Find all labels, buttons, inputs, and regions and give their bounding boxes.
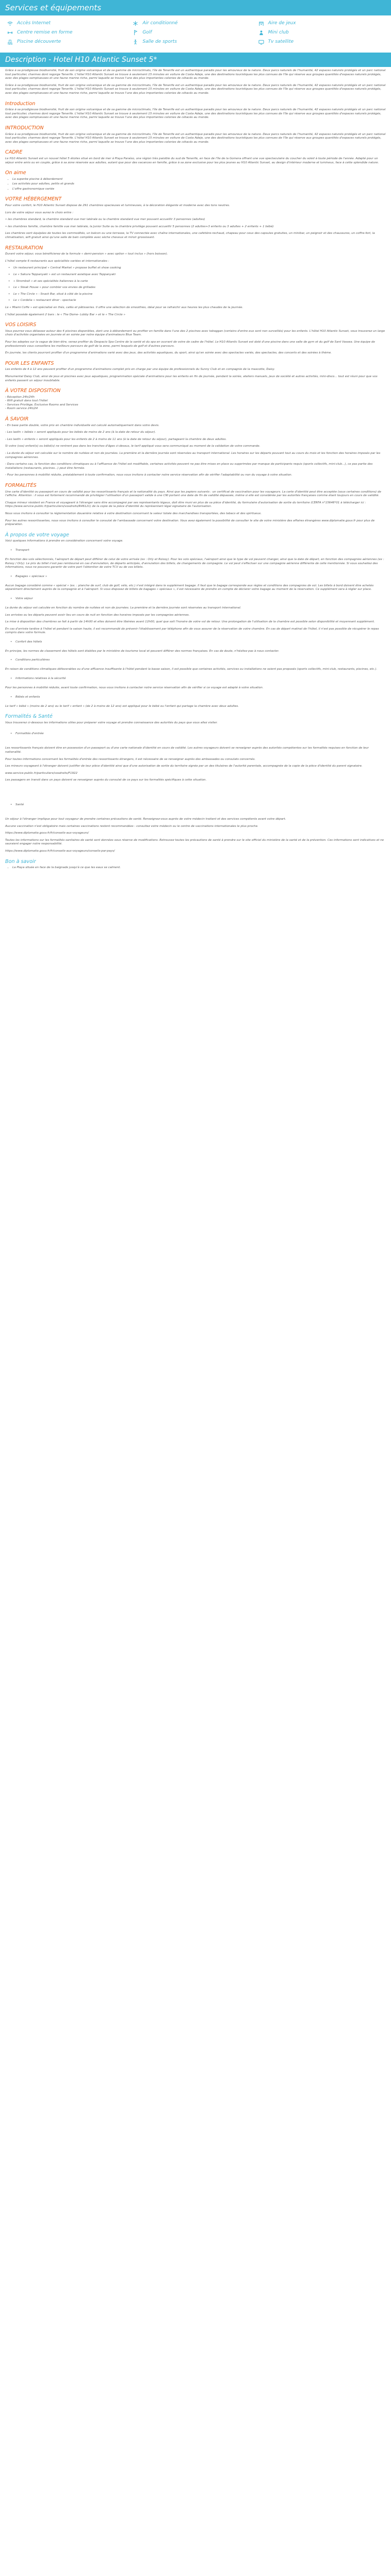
apropos-lead: Voici quelques informations à prendre en considération concernant votre voyage.: [5, 539, 123, 543]
sante-list: [10, 803, 386, 807]
savoir-paragraph: Si votre (vos) enfant(s) ou bébé(s) ne rentrent pas dans les tranches d'âges ci-dessus, le tarif appliqué vous sera communiqué au moment de la validation de votre commande.: [5, 445, 260, 448]
apropos-item: [10, 549, 386, 553]
apropos-item-title: • Transport: [10, 549, 386, 553]
list-item: • L'offre gastronomique variée: [12, 188, 386, 192]
list-item: • La Playa située en face de la baignade jusqu'à ce que les eaux se calment.: [12, 866, 386, 870]
fitness-icon: [7, 30, 13, 36]
heading-disposition: À VOTRE DISPOSITION: [5, 388, 61, 394]
amenity-item: [133, 29, 258, 36]
disposition-line: - Réception 24h/24h: [5, 395, 35, 399]
pool-icon: [7, 39, 13, 45]
disposition-line: - Wifi gratuit dans tout l'hôtel: [5, 399, 48, 403]
heading-savoir: À SAVOIR: [5, 416, 29, 422]
heading-loisirs: VOS LOISIRS: [5, 322, 37, 328]
apropos-item-title: • Conditions particulières: [10, 658, 386, 663]
introduction-paragraph: Grâce à sa prodigieuse biodiversité, fruit de son origine volcanique et de sa gamme de microclimats, l'île de Tenerife est un authentique paradis pour les amoureux de la nature. Deux parcs naturels de l'humanité, 42 espaces naturels protégés et un parc national tout particulier, charmes dont regorge Tenerife. L'hôtel H10 Atlantic Sunset se trouve à seulement 15 minutes en voiture de Costa Adeje, une des destinations touristiques les plus connues de l'île qui réserve aux groupes quantités d'espaces naturels protégés, avec des plages somptueuses et une faune marine riche, parmi laquelle se trouve l'une des plus importantes colonies de cétacés au monde.: [5, 132, 386, 144]
tv-icon: [258, 39, 264, 45]
amenity-item: [258, 29, 384, 36]
services-grid: [0, 15, 391, 50]
apropos-item: [10, 696, 386, 700]
savoir-paragraph: - La durée du séjour est calculée sur le nombre de nuitées et non de journées. La première et la dernière journée sont réservées au transport international. Les horaires sur les départs pouvant tout au cours du mois et les fonction des horaires imposés par les compagnies aériennes.: [5, 452, 381, 459]
apropos-item-text: En raison de conditions climatiques défavorables ou d'une affluence insuffisante à l'hôtel pendant la basse saison, il est possible que certaines activités, services ou installations ne soient pas proposés (sports collectifs, mini-club, restaurants, piscines, etc.).: [5, 668, 378, 671]
apropos-item-text: La durée du séjour est calculée en fonction du nombre de nuitées et non de journées. La première et la dernière journée sont réservées au transport international.: [5, 606, 241, 609]
amenity-item: [133, 20, 258, 27]
heading-introduction: Introduction: [5, 100, 36, 107]
heading-restauration: RESTAURATION: [5, 245, 43, 251]
apropos-item-text: En cas d'arrivée tardive à l'hôtel et pendant la saison haute, il est recommandé de prévenir l'établissement par téléphone afin de vous assurer de la réservation de votre chambre. En cas de départ matinal de l'hôtel, il n'est pas possible de récupérer le repas compris dans votre formule.: [5, 627, 379, 635]
heading-apropos: À propos de votre voyage: [5, 532, 69, 538]
loisirs-paragraph: En journée, les clients pourront profiter d'un programme d'animations varié avec des jeux, des activités aquatiques, du sport, ainsi qu'en soirée avec des spectacles variés, des spectacles, des concerts et des soirées à thème.: [5, 351, 332, 355]
restauration-lead: Durant votre séjour, vous bénéficierez de la formule « demi-pension » avec option « tout inclus » (hors boisson).: [5, 252, 168, 256]
apropos-item: [10, 658, 386, 663]
hebergement-item: • les chambres famille, chambre famille vue mer latérale, la Junior Suite ou la chambre privilège pouvant accueillir 5 personnes (2 adultes+3 enfants ou 3 adultes + 2 enfants + 1 bébé): [5, 225, 274, 228]
bon-savoir-list: [12, 866, 386, 870]
snowflake-icon: [133, 21, 138, 26]
heading-formalites-sante: Formalités & Santé: [5, 714, 53, 720]
restaurant-list: [8, 266, 386, 303]
heading-formalites: FORMALITÉS: [5, 483, 37, 488]
heading-on-aime: On aime: [5, 170, 26, 176]
amenity-item: [7, 29, 133, 36]
heading-bon-savoir: Bon à savoir: [5, 858, 36, 865]
apropos-item-text: La mise à disposition des chambres se fait à partir de 14h00 et elles doivent être libérées avant 12h00, quel que soit l'horaire de votre vol de retour. Une prolongation de l'utilisation de la chambre est possible selon disponibilité et moyennant supplément.: [5, 620, 375, 624]
list-item: • Santé: [10, 803, 386, 807]
list-item: • La superbe piscine à débordement: [12, 178, 386, 182]
cadre-paragraph: Le H10 Atlantic Sunset est un nouvel hôtel 5 étoiles situé en bord de mer à Playa Paraíso, une région très paisible du sud de Tenerife, en face de l'île de la Gomera offrant une vue spectaculaire du coucher du soleil à toute période de l'année. Adapté pour un séjour entre amis ou en couple, grâce à sa zone réservée aux adultes, autant que pour des vacances en famille, grâce à sa zone exclusive pour les plus jeunes au H10 Atlantic Sunset, au design d'intérieur moderne et lumineux, face à cette splendide nature.: [5, 157, 379, 164]
loisirs-paragraph: Pour les adeptes sur la vague de bien-être, venez profiter du Despacio Spa Centre de la santé et du spa en ouvrant de votre de cadre de l'hôtel. Le H10 Atlantic Sunset est doté d'une piscine dans une salle de gym et du golf de Sant Vassea. Une équipe de professionnels vous conseillera les meilleurs parcours de golf de la zone, parmi lesquels de golf et d'autres parcours.: [5, 340, 375, 348]
formalites-paragraph: Pour les autres ressortissantes, nous vous invitons à consulter le consulat de l'ambassade concernant votre destination. Vous avez également la possibilité de consulter le site de votre ministère des affaires étrangères www.diplomatie.gouv.fr pour plus de préparation.: [5, 519, 375, 527]
heading-enfants: POUR LES ENFANTS: [5, 360, 54, 366]
golf-icon: [133, 30, 138, 36]
formalites-paragraph: Nous vous invitons à consulter la réglementation douanière relative à votre destination concernant la valeur totale des marchandises transportées, des tabacs et des spiritueux.: [5, 512, 262, 515]
hebergement-paragraph: Pour votre confort, le H10 Atlantic Sunset dispose de 291 chambres spacieuses et lumineuses, à la décoration élégante et moderne avec des tons neutres.: [5, 204, 230, 208]
apropos-item: [10, 677, 386, 681]
apropos-item-text: En principe, les normes de classement des hôtels sont établies par le ministère de tourisme local et peuvent différer des normes françaises. En cas de doute, n'hésitez pas à nous contacter.: [5, 649, 280, 653]
apropos-item-title: • Votre séjour: [10, 597, 386, 601]
restauration-lead: L'hôtel compte 6 restaurants aux spécialités variées et internationales :: [5, 259, 109, 263]
sante-paragraph: Un séjour à l'étranger implique pour tout voyageur de prendre certaines précautions de santé. Renseignez-vous auprès de votre médecin traitant et des services compétents avant votre départ.: [5, 818, 286, 821]
apropos-item-title: • Informations relatives à la sécurité: [10, 677, 386, 681]
sante-paragraph: Aucune vaccination n'est obligatoire mais certaines vaccinations restent recommandées : consultez votre médecin ou le centre de vaccinations internationales le plus proche.: [5, 824, 258, 828]
list-item: • Le « Sakura Teppanyaki » est un restaurant asiatique avec Teppanyaki: [8, 273, 386, 277]
apropos-item-text: Les arrivées ou les départs peuvent avoir lieu en cours de nuit en fonction des horaires imposés par les compagnies aériennes.: [5, 613, 190, 617]
apropos-item: [10, 640, 386, 645]
amenity-item: [133, 38, 258, 45]
hebergement-item: • les chambres standard, la chambre standard vue mer latérale ou la chambre standard vue mer pouvant accueillir 3 personnes (adultes): [5, 218, 205, 222]
formalites-sante-paragraph: Les ressortissants français doivent être en possession d'un passeport ou d'une carte nationale d'identité en cours de validité. Les autres voyageurs doivent se renseigner auprès des autorités compétentes sur les formalités requises en fonction de leur nationalité.: [5, 747, 369, 754]
heading-hebergement: VOTRE HÉBERGEMENT: [5, 196, 62, 202]
sante-paragraph: Toutes les informations sur les formalités sanitaires de santé sont données sous réserve de modifications. Retrouvez toutes les précautions de santé à prendre sur le site officiel du ministère de la santé et de la prévention. Ces informations sont indicatives et ne sauraient engager notre responsabilité.: [5, 838, 384, 846]
hebergement-paragraph: Les chambres sont équipées de toutes les commodités, un balcon ou une terrasse, la TV connectée avec chaîne internationales, une cafetière-rechaud, chapeau pour ceux des capsules gratuites, un minibar, un peignoir et des chaussures, un coffre-fort, la climatisation, wifi gratuit ainsi qu'une salle de bain complète avec sèche cheveux et miroir grossissant.: [5, 232, 375, 240]
formalites-sante-list: [10, 732, 386, 736]
introduction-paragraph: Grâce à sa prodigieuse biodiversité, fruit de son origine volcanique et de sa gamme de microclimats, l'île de Tenerife est un authentique paradis pour les amoureux de la nature. Deux parcs naturels de l'humanité, 42 espaces naturels protégés et un parc national tout particulier, charmes dont regorge Tenerife. L'hôtel H10 Atlantic Sunset se trouve à seulement 15 minutes en voiture de Costa Adeje, une des destinations touristiques les plus connues de l'île qui réserve aux groupes quantités d'espaces naturels protégés, avec des plages somptueuses et une faune marine riche, parmi laquelle se trouve l'une des plus importantes colonies de cétacés au monde.: [5, 108, 386, 120]
apropos-item-title: • Bagages « spéciaux »: [10, 575, 386, 579]
amenity-label: Centre remise en forme: [17, 30, 73, 35]
intro-paragraph: Grâce à sa prodigieuse biodiversité, fruit de son origine volcanique et de sa gamme de microclimats, l'île de Tenerife est un authentique paradis pour les amoureux de la nature. Deux parcs naturels de l'humanité, 42 espaces naturels protégés et un parc national tout particulier, charmes dont regorge Tenerife. L'hôtel H10 Atlantic Sunset se trouve à seulement 15 minutes en voiture de Costa Adeje, une des destinations touristiques les plus connues de l'île qui réserve aux groupes quantités d'espaces naturels protégés, avec des plages somptueuses et une faune marine riche, parmi laquelle se trouve l'une des plus importantes colonies de cétacés au monde.: [5, 69, 386, 80]
formalites-sante-paragraph: Les mineurs voyageant à l'étranger doivent justifier de leur pièce d'identité ainsi que d'une autorisation de sortie du territoire signée par un des titulaires de l'autorité parentale, accompagnée de la copie de la pièce d'identité du parent signataire.: [5, 765, 363, 768]
enfants-paragraph: Monumental Daisy Club, ainsi de jeux et piscines avec jeux aquatiques, programmation spéciale d'animations pour les enfants en fin de journée, pendant la soirée, ateliers manuels, jeux de société et autres activités, mini-disco... tout est réuni pour que vos enfants passent un séjour inoubliable.: [5, 375, 378, 382]
amenity-label: Aire de jeux: [268, 21, 296, 26]
list-item: • « Stromboli » et ses spécialités italiennes à la carte: [8, 280, 386, 284]
loisirs-paragraph: Vous pourrez vous délassez autour des 4 piscines disponibles, dont une à débordement ou profiter en famille dans l'une des 2 piscines avec toboggan (certains d'entre eux sont non surveillés) pour les enfants. L'hôtel H10 Atlantic Sunset, vous trouverez un large choix d'activités organisées en journée et en soirée par notre équipe d'animateurs Blue Team.: [5, 329, 385, 337]
description-banner: Description - Hotel H10 Atlantic Sunset 5*: [0, 53, 391, 67]
sante-link[interactable]: https://www.diplomatie.gouv.fr/fr/conseils-aux-voyageurs/conseils-par-pays/: [5, 849, 115, 853]
apropos-list: [5, 549, 386, 708]
formalites-paragraph: Chaque mineur résident en France et voyageant à l'étranger sans être accompagné par ses représentants légaux, doit être muni en plus de sa pièce d'identité, du formulaire d'autorisation de sortie du territoire (CERFA n°15646*01 à télécharger ici : https://www.service-public.fr/particuliers/vosdroits/R46121) de la copie de la pièce d'identité du représentant légal signataire de l'autorisation.: [5, 501, 366, 509]
apropos-item-text: Aucun bagage considéré comme « spécial » (ex. : planche de surf, club de golf, vélo, etc.) n'est intégré dans le supplément bagage. Il faut que le bagage corresponde aux règles et conditions des compagnies de vol. Les billets à bord doivent être achetés séparément directement auprès de la compagnie et à l'aéroport. Si vous disposez de billets de bagages « spéciaux », il est nécessaire de prendre en compte de déclarer votre bagage au moment de la réservation. Ce supplément sera à régler sur place.: [5, 584, 374, 591]
list-item: • Le « Steak House » pour combler vos envies de grillades: [8, 286, 386, 290]
enfants-paragraph: Les enfants de 4 à 12 ans peuvent profiter d'un programme d'animations complet pris en charge par une équipe de professionnels du Sunny Club et en compagnie de la mascotte, Daisy.: [5, 368, 275, 371]
amenity-item: [258, 20, 384, 27]
hebergement-lead: Lors de votre séjour vous aurez le choix entre :: [5, 211, 74, 214]
disposition-line: - Room service 24h/24: [5, 407, 38, 411]
apropos-item-text: En fonction des vols sélectionnés, l'aéroport de départ peut différer de celui de votre arrivée (ex : Orly et Roissy). Pour les vols spéciaux, l'aéroport ainsi que le type de vol peuvent changer, ainsi que la date de départ, en fonction des compagnies aériennes (ex : Roissy / Orly). Le prix du billet n'est pas remboursé en cas d'annulation, de départs anticipés, d'annulation des billets, de changements de compagnie. Le vol peut s'effectuer sur une compagnie aérienne différente de celle mentionnée. Si vous souhaitez des informations, nous ne pouvons garantir de votre part l'obtention de votre TCV ou de vos billets.: [5, 557, 384, 569]
on-aime-list: [12, 178, 386, 192]
formalites-sante-paragraph: Pour toutes informations concernant les formalités d'entrée des ressortissants étrangers, il est nécessaire de se renseigner auprès des ambassades ou consulats concernés.: [5, 757, 256, 761]
amenity-label: Air conditionné: [142, 21, 178, 26]
heading-cadre: CADRE: [5, 149, 23, 156]
sante-link[interactable]: https://www.diplomatie.gouv.fr/fr/conseils-aux-voyageurs/: [5, 832, 89, 835]
list-item: • Le « Cordelia » restaurant diner - spectacle: [8, 299, 386, 303]
savoir-paragraph: - Pour les personnes à mobilité réduite, préalablement à toute confirmation, nous vous invitons à contacter notre service réservation afin de vérifier l'adaptabilité ou non du voyage à votre situation.: [5, 473, 292, 477]
services-banner: Services et équipements: [0, 0, 391, 15]
mini-club-icon: [258, 30, 264, 36]
amenity-label: Piscine découverte: [17, 39, 61, 44]
amenity-item: [7, 20, 133, 27]
amenity-label: Tv satellite: [268, 39, 294, 44]
amenity-item: [7, 38, 133, 45]
apropos-item: [10, 597, 386, 601]
amenity-label: Salle de sports: [142, 39, 177, 44]
list-item: • Un restaurant principal « Central Market » propose buffet et show cooking: [8, 266, 386, 270]
formalites-sante-link[interactable]: www.service-public.fr/particuliers/vosdroits/F1922: [5, 771, 78, 775]
list-item: • Les activités pour adultes, petits et grands: [12, 182, 386, 187]
heading-introduction-caps: INTRODUCTION: [5, 125, 44, 131]
savoir-line: - Les lastIn « bébés » seront appliqués pour les bébés de moins de 2 ans (à la date de retour du séjour).: [5, 431, 156, 434]
wifi-icon: [7, 21, 13, 26]
disposition-line: - Services Privilège, Exclusive Rooms and Services: [5, 403, 78, 406]
restauration-paragraph: Le « Miami Coffe » est spécialisé en thés, cafés et pâtisseries. Il offre une sélection de smoothies, idéal pour se rafraichir aux heures les plus chaudes de la journée.: [5, 306, 243, 309]
amenity-label: Golf: [142, 30, 152, 35]
playground-icon: [258, 21, 264, 26]
amenity-label: Mini club: [268, 30, 289, 35]
apropos-item-text: Pour les personnes à mobilité réduite, avant toute confirmation, nous vous invitons à contacter notre service réservation afin de vérifier si ce voyage est adapté à votre situation.: [5, 686, 264, 690]
amenity-label: Accès Internet: [17, 21, 51, 26]
apropos-item-title: • Bébés et enfants: [10, 696, 386, 700]
amenity-item: [258, 38, 384, 45]
intro-paragraph: Grâce à sa prodigieuse biodiversité, fruit de son origine volcanique et de sa gamme de microclimats, l'île de Tenerife est un authentique paradis pour les amoureux de la nature. Deux parcs naturels de l'humanité, 42 espaces naturels protégés et un parc national tout particulier, charmes dont regorge Tenerife. L'hôtel H10 Atlantic Sunset se trouve à seulement 15 minutes en voiture de Costa Adeje, une des destinations touristiques les plus connues de l'île qui réserve aux groupes quantités d'espaces naturels protégés, avec des plages somptueuses et une faune marine riche, parmi laquelle se trouve l'une des plus importantes colonies de cétacés au monde.: [5, 83, 386, 95]
restauration-paragraph: L'hôtel possède également 2 bars : le « The Dome- Lobby Bar » et le « The Circle »: [5, 313, 125, 316]
list-item: • Le « The Circle » - Snack Bar, situé à côté de la piscine: [8, 293, 386, 297]
list-item: • Formalités d'entrée: [10, 732, 386, 736]
savoir-line: - Les lastIn « enfants » seront appliqués pour les enfants de 2 à moins de 11 ans (à la date de retour du séjour), partageant la chambre de deux adultes.: [5, 437, 227, 441]
formalites-sante-lead: Vous trouverez ci-dessous les informations utiles pour préparer votre voyage et prendre connaissance des autorités du pays que vous allez visiter.: [5, 721, 218, 724]
formalites-paragraph: Une carte d'identité ou passeport en cours de validité pour les ressortissants français et la nationalité du pays. Ainsi que les papiers suivants : un certificat de vaccination pour les voyageurs. La carte d'identité peut être acceptée (sous certaines conditions) de l'affiche. Attention : il vous est fortement recommandé de privilégier l'utilisation d'un passeport valide à une CNI portant une date de fin de validité dépassée, même si elle est considérée par les autorités françaises comme étant toujours en cours de validité.: [5, 490, 381, 498]
apropos-item-title: • Confort des hôtels: [10, 640, 386, 645]
formalites-sante-paragraph: Les passagers en transit dans un pays doivent se renseigner auprès du consulat de ce pays sur les formalités spécifiques à cette situation.: [5, 778, 207, 782]
apropos-item: [10, 575, 386, 579]
gym-icon: [133, 39, 138, 45]
savoir-line: - En base partie double, votre prix en chambre individuelle est calculé automatiquement dans votre devis.: [5, 423, 159, 427]
page: [0, 0, 391, 870]
description-content: [0, 67, 391, 870]
apropos-item-text: Le tarif « bébé » (moins de 2 ans) ou le tarif « enfant » (de 2 à moins de 12 ans) est appliqué pour le bébé ou l'enfant qui partage la chambre avec deux adultes.: [5, 704, 239, 708]
savoir-paragraph: - Dans certains cas, la fonction des conditions climatiques ou à l'affluence de l'hôtel est modifiable, certaines activités peuvent ne pas être mises en place ou supprimées par manque de participants requis (sports collectifs, mini-club...), ce pas partie des installations (restaurants, piscines...) peut être fermée.: [5, 463, 373, 470]
